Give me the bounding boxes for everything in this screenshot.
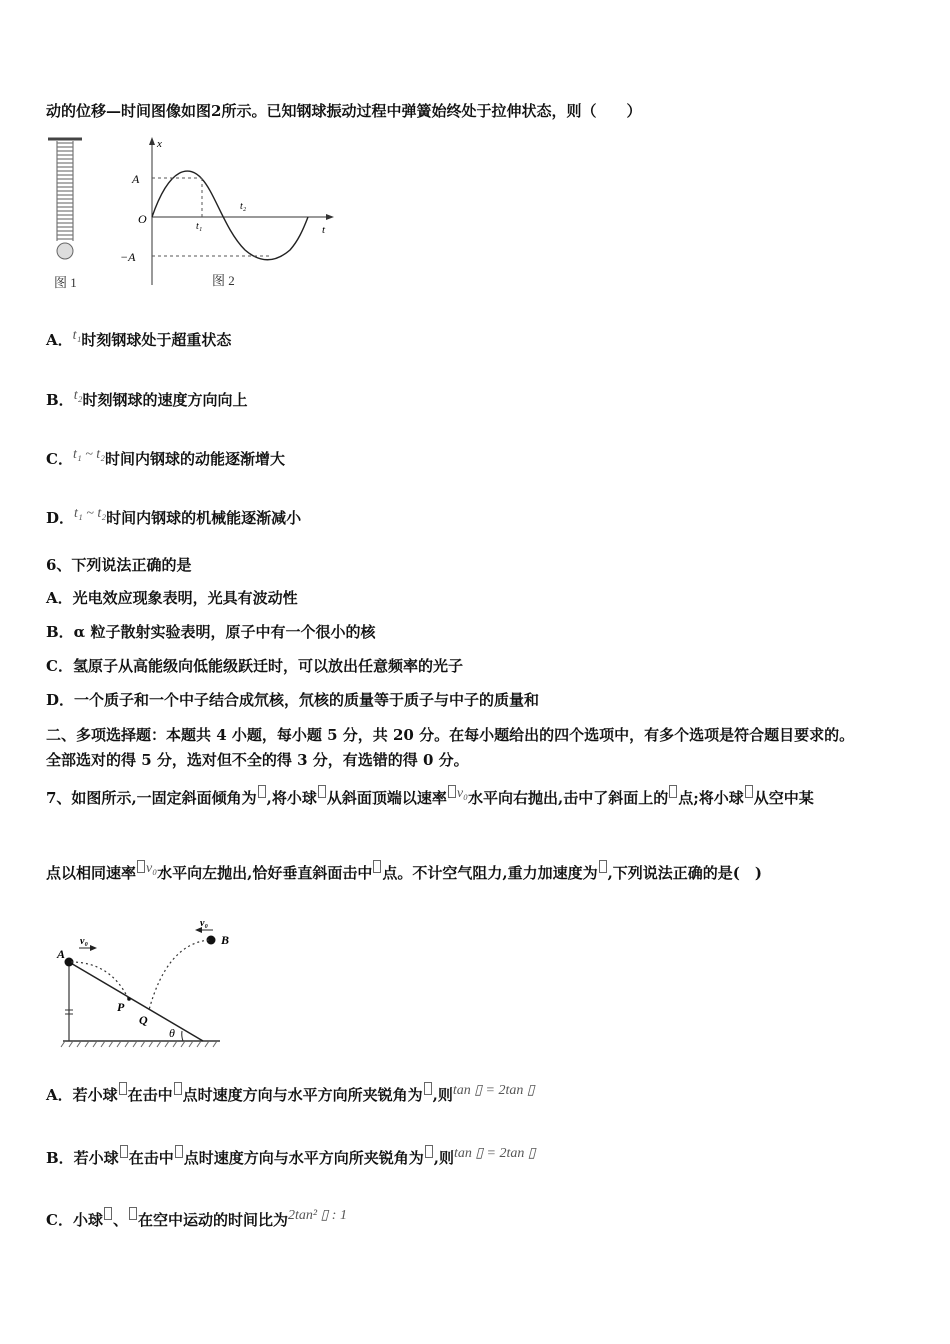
option-text: 时间内钢球的机械能逐渐减小 bbox=[106, 509, 302, 527]
incline-surface bbox=[69, 962, 203, 1041]
point-p bbox=[127, 997, 131, 1001]
origin-label: O bbox=[138, 212, 147, 226]
option-math: t₂ bbox=[73, 388, 83, 403]
sine-curve bbox=[152, 171, 308, 260]
option-label: A． bbox=[46, 331, 73, 349]
q6-option-a[interactable]: A．光电效应现象表明，光具有波动性 bbox=[46, 589, 298, 607]
missing-symbol-icon bbox=[373, 860, 381, 873]
option-label: C． bbox=[46, 450, 73, 468]
q5-option-c[interactable] bbox=[46, 449, 285, 471]
q5-option-d[interactable] bbox=[46, 508, 301, 530]
missing-symbol-icon bbox=[175, 1145, 183, 1158]
option-math: t₁ ~ t₂ bbox=[72, 447, 106, 462]
section2-line1: 二、多项选择题：本题共 4 小题，每小题 5 分，共 20 分。在每小题给出的四个选项中，有多个选项是符合题目要求的。 bbox=[46, 726, 855, 744]
q7-stem-line2: 点以相同速率 v₀水平向左抛出,恰好垂直斜面击中 点。不计空气阻力,重力加速度为 ,下列说法正确的是( ) bbox=[46, 861, 762, 882]
q7-option-b[interactable]: B．若小球 在击中 点时速度方向与水平方向所夹锐角为 ,则tan ▯ = 2tan ▯ bbox=[46, 1146, 536, 1167]
q5-stem: 动的位移—时间图像如图2所示。已知钢球振动过程中弹簧始终处于拉伸状态，则（ ） bbox=[46, 102, 642, 120]
t2-label: t₂ bbox=[240, 201, 247, 212]
missing-symbol-icon bbox=[258, 785, 266, 798]
label-b: B bbox=[221, 933, 230, 947]
label-a: A bbox=[57, 947, 66, 961]
missing-symbol-icon bbox=[425, 1145, 433, 1158]
incline-projectile-figure bbox=[55, 910, 230, 1050]
fig1-caption: 图 1 bbox=[54, 275, 77, 290]
x-axis-arrow bbox=[149, 137, 155, 145]
option-label: D． bbox=[46, 509, 75, 527]
missing-symbol-icon bbox=[318, 785, 326, 798]
option-text: 时刻钢球的速度方向向上 bbox=[82, 391, 248, 409]
missing-symbol-icon bbox=[129, 1207, 137, 1220]
missing-symbol-icon bbox=[104, 1207, 112, 1220]
missing-symbol-icon bbox=[424, 1082, 432, 1095]
x-axis-label: x bbox=[157, 138, 162, 150]
negA-label: −A bbox=[120, 250, 136, 264]
A-label: A bbox=[132, 172, 140, 186]
missing-symbol-icon bbox=[599, 860, 607, 873]
q6-option-d[interactable]: D．一个质子和一个中子结合成氘核，氘核的质量等于质子与中子的质量和 bbox=[46, 691, 540, 709]
option-math: t₁ bbox=[72, 328, 82, 343]
spring-coil bbox=[57, 141, 73, 241]
displacement-time-graph bbox=[110, 135, 340, 295]
q5-option-b[interactable] bbox=[46, 390, 247, 412]
q7-stem-line1: 7、如图所示,一固定斜面倾角为 ,将小球 从斜面顶端以速率 v₀水平向右抛出,击中了斜面上的 点;将小球 从空中某 bbox=[46, 786, 814, 807]
missing-symbol-icon bbox=[137, 860, 145, 873]
ground-hatching bbox=[61, 1041, 217, 1047]
missing-symbol-icon bbox=[745, 785, 753, 798]
missing-symbol-icon bbox=[119, 1082, 127, 1095]
label-v0-b: v₀ bbox=[200, 918, 208, 929]
option-math: t₁ ~ t₂ bbox=[74, 506, 107, 521]
t-axis-label: t bbox=[322, 224, 326, 236]
v0-arrow-a-head bbox=[90, 945, 97, 951]
q6-option-b[interactable]: B．α 粒子散射实验表明，原子中有一个很小的核 bbox=[46, 623, 376, 641]
missing-symbol-icon bbox=[448, 785, 456, 798]
theta-arc bbox=[182, 1031, 183, 1041]
t1-label: t₁ bbox=[196, 221, 203, 232]
q5-option-a[interactable] bbox=[46, 330, 231, 352]
label-p: P bbox=[117, 1000, 125, 1014]
label-theta: θ bbox=[169, 1026, 175, 1040]
q6-option-c[interactable]: C．氢原子从高能级向低能级跃迁时，可以放出任意频率的光子 bbox=[46, 657, 463, 675]
label-v0-a: v₀ bbox=[80, 936, 88, 947]
option-text: 时间内钢球的动能逐渐增大 bbox=[105, 450, 286, 468]
option-label: B． bbox=[46, 391, 74, 409]
missing-symbol-icon bbox=[669, 785, 677, 798]
t-axis-arrow bbox=[326, 214, 334, 220]
missing-symbol-icon bbox=[120, 1145, 128, 1158]
label-q: Q bbox=[139, 1013, 148, 1027]
q7-option-c[interactable]: C．小球 、 在空中运动的时间比为2tan² ▯ : 1 bbox=[46, 1208, 347, 1229]
steel-ball bbox=[57, 243, 73, 259]
q7-option-a[interactable]: A．若小球 在击中 点时速度方向与水平方向所夹锐角为 ,则tan ▯ = 2tan ▯ bbox=[46, 1083, 535, 1104]
trajectory-b bbox=[149, 940, 209, 1010]
option-text: 时刻钢球处于超重状态 bbox=[81, 331, 232, 349]
fig2-caption: 图 2 bbox=[212, 273, 235, 288]
q6-stem: 6、下列说法正确的是 bbox=[46, 556, 192, 574]
spring-figure bbox=[46, 135, 86, 295]
section2-line2: 全部选对的得 5 分，选对但不全的得 3 分，有选错的得 0 分。 bbox=[46, 751, 469, 769]
missing-symbol-icon bbox=[174, 1082, 182, 1095]
